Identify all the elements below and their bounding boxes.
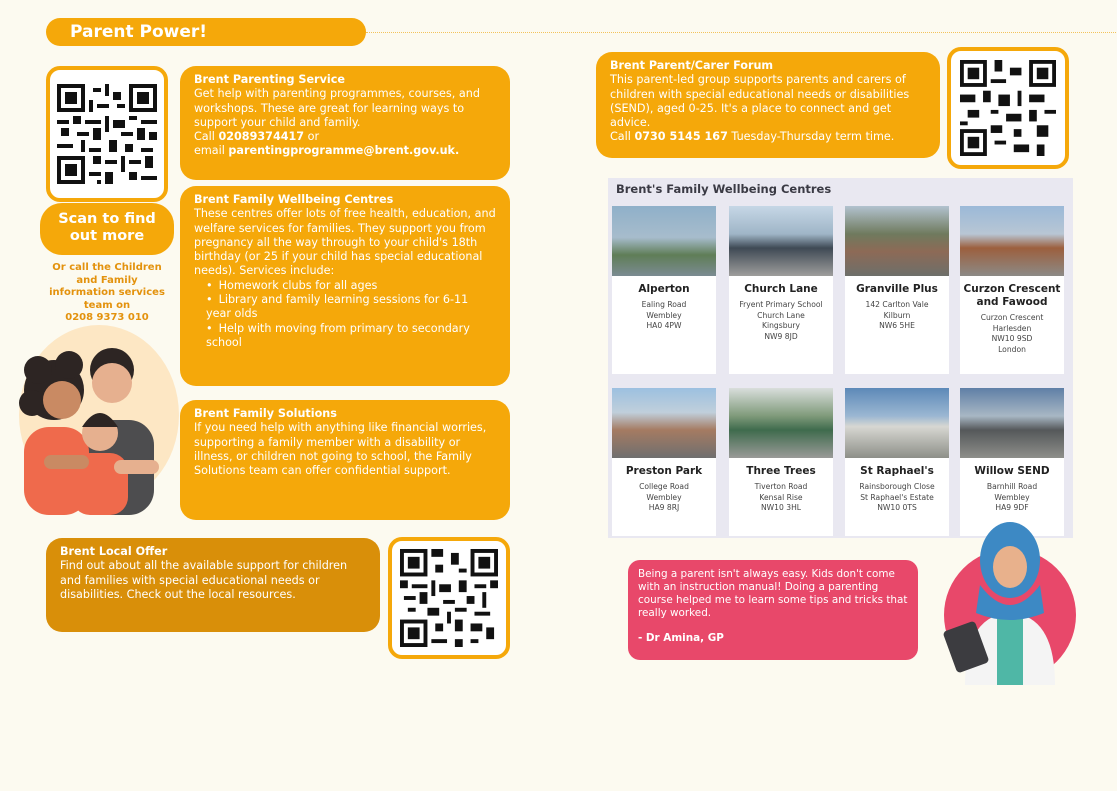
local-offer-body: Find out about all the available support for children and families with special educational needs or disabilities. Check out the local resources. bbox=[60, 559, 348, 601]
email-prefix: email bbox=[194, 144, 229, 158]
wellbeing-body: These centres offer lots of free health, education, and welfare services for families. They support you from pregnancy all the way through to your child's 18th birthday (or 25 if your child has special educational needs). Services include: bbox=[194, 207, 496, 278]
centre-name: Curzon Crescent and Fawood bbox=[963, 283, 1061, 308]
centre-card[interactable] bbox=[729, 206, 833, 374]
qr-code-forum[interactable] bbox=[947, 47, 1069, 169]
qr-code-icon bbox=[57, 84, 157, 184]
qr-code-local-offer[interactable] bbox=[388, 537, 510, 659]
scan-label: Scan to find out more bbox=[40, 203, 174, 255]
doctor-quote bbox=[628, 560, 918, 660]
centre-card[interactable] bbox=[960, 388, 1064, 536]
centre-address: 142 Carlton Vale Kilburn NW6 5HE bbox=[865, 300, 929, 330]
local-offer-heading: Brent Local Offer bbox=[60, 545, 168, 558]
centre-photo bbox=[845, 206, 949, 276]
centre-card[interactable] bbox=[845, 388, 949, 536]
centre-name: Church Lane bbox=[744, 283, 818, 295]
forum-heading: Brent Parent/Carer Forum bbox=[610, 59, 774, 72]
family-solutions-body: If you need help with anything like financial worries, supporting a family member with a disability or illness, or children not going to school, the Family Solutions team can offer confidential support. bbox=[194, 421, 487, 478]
service-item: • Library and family learning sessions for 6-11 year olds bbox=[206, 293, 496, 322]
wellbeing-card bbox=[180, 186, 510, 386]
forum-call-suffix: Tuesday-Thursday term time. bbox=[727, 130, 895, 144]
wellbeing-heading: Brent Family Wellbeing Centres bbox=[194, 193, 394, 206]
centre-photo bbox=[960, 388, 1064, 458]
centre-photo bbox=[960, 206, 1064, 276]
centre-address: Fryent Primary School Church Lane Kingsbury NW9 8JD bbox=[739, 300, 823, 341]
info-services-phone: 0208 9373 010 bbox=[65, 312, 149, 323]
forum-body: This parent-led group supports parents and carers of children with special educational needs or disabilities (SEND), aged 0-25. It's a place to connect and get advice. bbox=[610, 73, 910, 130]
page-title: Parent Power! bbox=[46, 18, 366, 46]
quote-author: - Dr Amina, GP bbox=[638, 632, 724, 644]
forum-card bbox=[596, 52, 940, 158]
doctor-illustration bbox=[935, 515, 1085, 685]
call-prefix: Call bbox=[194, 130, 219, 144]
centre-name: Granville Plus bbox=[856, 283, 938, 295]
centre-photo bbox=[612, 388, 716, 458]
service-item: • Help with moving from primary to secondary school bbox=[206, 322, 496, 351]
centres-panel bbox=[608, 178, 1073, 538]
centre-card[interactable] bbox=[612, 388, 716, 536]
centre-photo bbox=[612, 206, 716, 276]
centre-address: Tiverton Road Kensal Rise NW10 3HL bbox=[754, 482, 808, 512]
parenting-service-body: Get help with parenting programmes, courses, and workshops. These are great for learning ways to support your child and family. bbox=[194, 87, 480, 129]
family-solutions-card bbox=[180, 400, 510, 520]
centre-card[interactable] bbox=[612, 206, 716, 374]
divider bbox=[366, 32, 1116, 33]
centre-address: Rainsborough Close St Raphael's Estate NW10 0TS bbox=[859, 482, 935, 512]
centre-card[interactable] bbox=[729, 388, 833, 536]
centre-photo bbox=[729, 388, 833, 458]
service-item: • Homework clubs for all ages bbox=[206, 279, 496, 293]
qr-code-icon bbox=[960, 60, 1056, 156]
parenting-email-link[interactable]: parentingprogramme@brent.gov.uk. bbox=[228, 144, 460, 158]
centres-title: Brent's Family Wellbeing Centres bbox=[616, 182, 832, 196]
centre-card[interactable] bbox=[845, 206, 949, 374]
centre-photo bbox=[729, 206, 833, 276]
call-suffix: or bbox=[304, 130, 320, 144]
centre-name: Willow SEND bbox=[974, 465, 1050, 477]
parenting-service-card bbox=[180, 66, 510, 180]
parenting-service-heading: Brent Parenting Service bbox=[194, 73, 345, 86]
centre-name: Three Trees bbox=[746, 465, 816, 477]
family-hug-illustration bbox=[14, 315, 189, 520]
parenting-phone[interactable]: 02089374417 bbox=[218, 130, 305, 144]
centre-address: Barnhill Road Wembley HA9 9DF bbox=[986, 482, 1038, 512]
forum-call-prefix: Call bbox=[610, 130, 635, 144]
or-call-text: Or call the Children and Family information services team on bbox=[49, 262, 165, 311]
centre-name: Preston Park bbox=[625, 465, 703, 477]
qr-code-parenting[interactable] bbox=[46, 66, 168, 202]
family-solutions-heading: Brent Family Solutions bbox=[194, 407, 337, 420]
centre-name: St Raphael's bbox=[860, 465, 934, 477]
quote-text: Being a parent isn't always easy. Kids don't come with an instruction manual! Doing a parenting course helped me to learn some tips and tricks that really worked. bbox=[638, 568, 908, 619]
local-offer-card bbox=[46, 538, 380, 632]
centre-card[interactable] bbox=[960, 206, 1064, 374]
services-list bbox=[206, 279, 496, 350]
centre-photo bbox=[845, 388, 949, 458]
forum-phone[interactable]: 0730 5145 167 bbox=[634, 130, 728, 144]
qr-code-icon bbox=[400, 549, 498, 647]
centre-address: Curzon Crescent Harlesden NW10 9SD London bbox=[980, 313, 1044, 354]
centre-address: College Road Wembley HA9 8RJ bbox=[639, 482, 689, 512]
centre-address: Ealing Road Wembley HA0 4PW bbox=[641, 300, 687, 330]
centre-name: Alperton bbox=[638, 283, 690, 295]
